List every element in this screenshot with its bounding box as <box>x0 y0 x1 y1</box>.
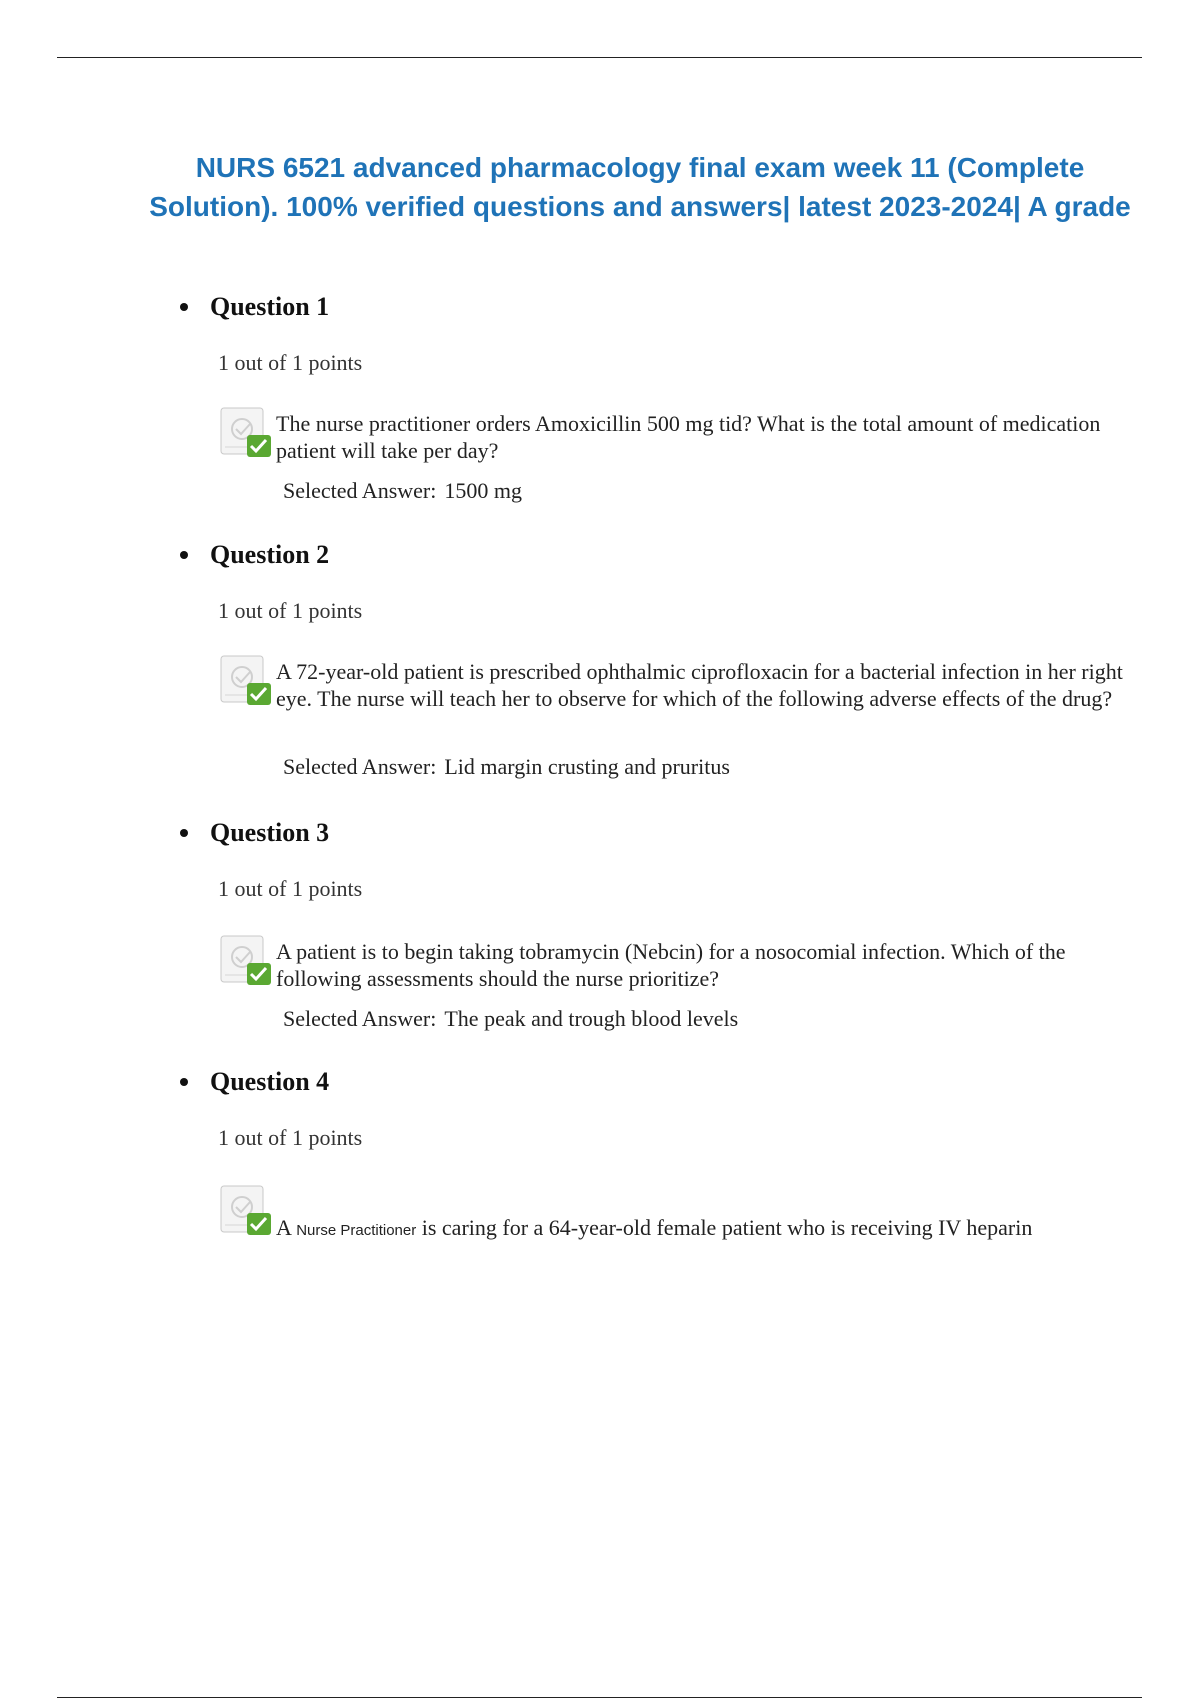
question-text <box>276 1214 1136 1244</box>
graded-correct-icon <box>220 935 272 987</box>
bullet-icon <box>180 829 188 837</box>
graded-correct-icon <box>220 407 272 459</box>
selected-answer-value: 1500 mg <box>444 478 522 503</box>
question-heading <box>180 818 329 848</box>
selected-answer-value: The peak and trough blood levels <box>444 1006 739 1031</box>
question-label: Question 3 <box>210 818 330 847</box>
question-points: 1 out of 1 points <box>218 1125 363 1150</box>
question-heading <box>180 1067 329 1097</box>
page-title: NURS 6521 advanced pharmacology final exam week 11 (Complete Solution). 100% verified questions and answers| latest 2023-2024| A grade <box>149 152 1131 222</box>
graded-correct-icon <box>220 655 272 707</box>
graded-correct-icon <box>220 1185 272 1237</box>
bottom-rule <box>57 1697 1142 1698</box>
question-heading <box>180 292 329 322</box>
question-label: Question 2 <box>210 540 330 569</box>
question-text: A patient is to begin taking tobramycin (Nebcin) for a nosocomial infection. Which of the following assessments should the nurse prioritize? <box>276 939 1066 991</box>
question-text-rest: is caring for a 64-year-old female patient who is receiving IV heparin <box>421 1215 1033 1240</box>
question-label: Question 1 <box>210 292 330 321</box>
question-label: Question 4 <box>210 1067 330 1096</box>
selected-answer-value: Lid margin crusting and pruritus <box>444 754 730 779</box>
bullet-icon <box>180 303 188 311</box>
bullet-icon <box>180 551 188 559</box>
top-rule <box>57 57 1142 58</box>
selected-answer-label: Selected Answer: <box>283 478 437 503</box>
question-points: 1 out of 1 points <box>218 876 363 901</box>
selected-answer <box>283 1006 738 1032</box>
selected-answer-label: Selected Answer: <box>283 754 437 779</box>
question-points: 1 out of 1 points <box>218 598 363 623</box>
selected-answer <box>283 478 522 504</box>
question-text-role: Nurse Practitioner <box>296 1222 417 1239</box>
selected-answer-label: Selected Answer: <box>283 1006 437 1031</box>
question-text-start: A <box>276 1215 291 1240</box>
bullet-icon <box>180 1078 188 1086</box>
question-heading <box>180 540 329 570</box>
question-text: A 72-year-old patient is prescribed ophthalmic ciprofloxacin for a bacterial infection in her right eye. The nurse will teach her to observe for which of the following adverse effects of the drug? <box>276 659 1123 711</box>
question-text: The nurse practitioner orders Amoxicillin 500 mg tid? What is the total amount of medication patient will take per day? <box>276 411 1101 463</box>
selected-answer <box>283 754 730 780</box>
question-points: 1 out of 1 points <box>218 350 363 375</box>
